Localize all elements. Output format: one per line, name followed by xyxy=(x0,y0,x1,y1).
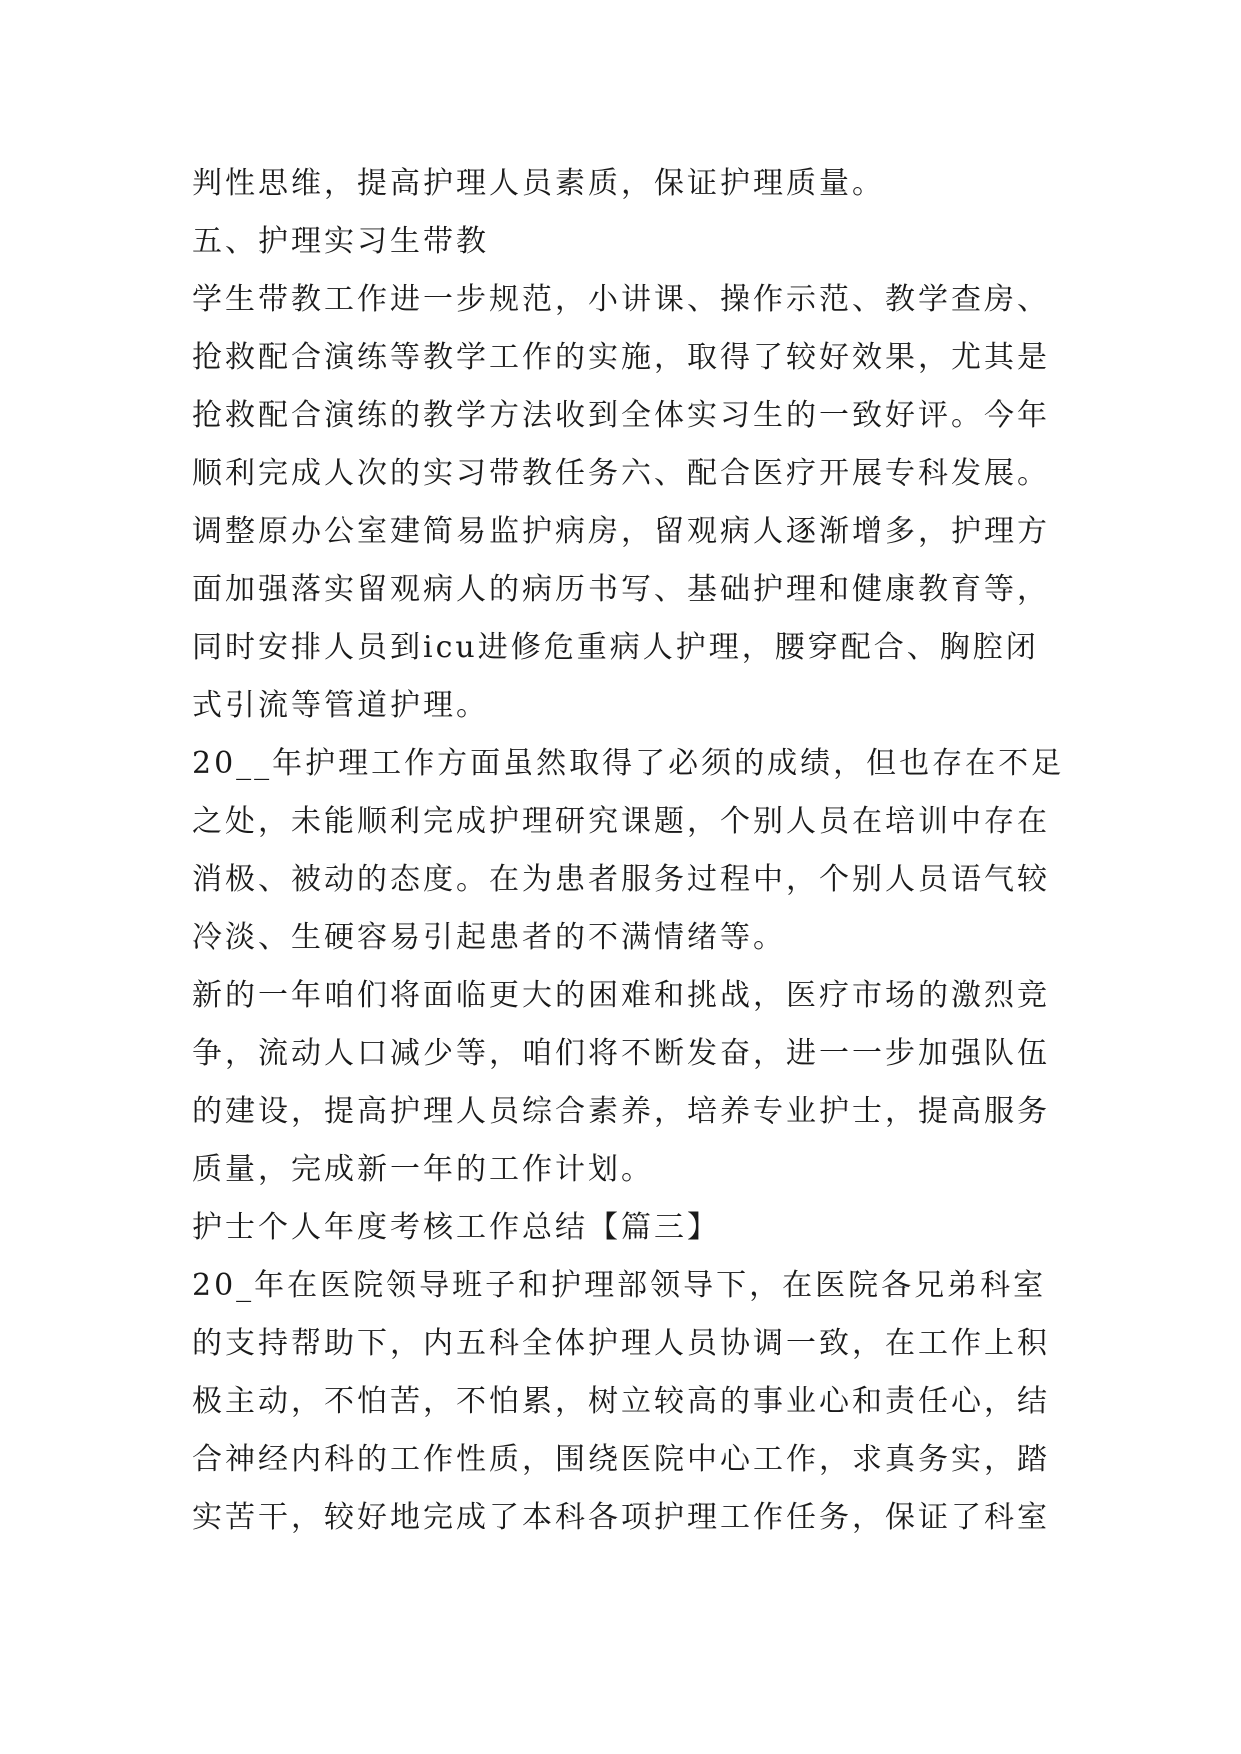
text-line: 的支持帮助下，内五科全体护理人员协调一致，在工作上积 xyxy=(192,1326,1050,1361)
text-line: 式引流等管道护理。 xyxy=(192,688,489,723)
text-line: 顺利完成人次的实习带教任务六、配合医疗开展专科发展。 xyxy=(192,456,1050,491)
text-line: 抢救配合演练的教学方法收到全体实习生的一致好评。今年 xyxy=(192,398,1050,433)
text-line: 调整原办公室建简易监护病房，留观病人逐渐增多，护理方 xyxy=(192,514,1050,549)
section-heading: 五、护理实习生带教 xyxy=(192,224,489,259)
section-heading: 护士个人年度考核工作总结【篇三】 xyxy=(192,1210,720,1245)
text-line: 同时安排人员到icu进修危重病人护理，腰穿配合、胸腔闭 xyxy=(192,630,1039,665)
text-line: 合神经内科的工作性质，围绕医院中心工作，求真务实，踏 xyxy=(192,1442,1050,1477)
text-line: 20__年护理工作方面虽然取得了必须的成绩，但也存在不足 xyxy=(192,746,1065,781)
text-line: 极主动，不怕苦，不怕累，树立较高的事业心和责任心，结 xyxy=(192,1384,1050,1419)
text-line: 20_年在医院领导班子和护理部领导下，在医院各兄弟科室 xyxy=(192,1268,1047,1303)
text-line: 的建设，提高护理人员综合素养，培养专业护士，提高服务 xyxy=(192,1094,1050,1129)
text-line: 之处，未能顺利完成护理研究课题，个别人员在培训中存在 xyxy=(192,804,1050,839)
text-line: 抢救配合演练等教学工作的实施，取得了较好效果，尤其是 xyxy=(192,340,1050,375)
text-line: 实苦干，较好地完成了本科各项护理工作任务，保证了科室 xyxy=(192,1500,1050,1535)
text-line: 争，流动人口减少等，咱们将不断发奋，进一一步加强队伍 xyxy=(192,1036,1050,1071)
text-line: 判性思维，提高护理人员素质，保证护理质量。 xyxy=(192,166,885,201)
text-line: 消极、被动的态度。在为患者服务过程中，个别人员语气较 xyxy=(192,862,1050,897)
text-line: 面加强落实留观病人的病历书写、基础护理和健康教育等， xyxy=(192,572,1050,607)
text-line: 冷淡、生硬容易引起患者的不满情绪等。 xyxy=(192,920,786,955)
text-line: 学生带教工作进一步规范，小讲课、操作示范、教学查房、 xyxy=(192,282,1050,317)
text-line: 质量，完成新一年的工作计划。 xyxy=(192,1152,654,1187)
text-line: 新的一年咱们将面临更大的困难和挑战，医疗市场的激烈竞 xyxy=(192,978,1050,1013)
